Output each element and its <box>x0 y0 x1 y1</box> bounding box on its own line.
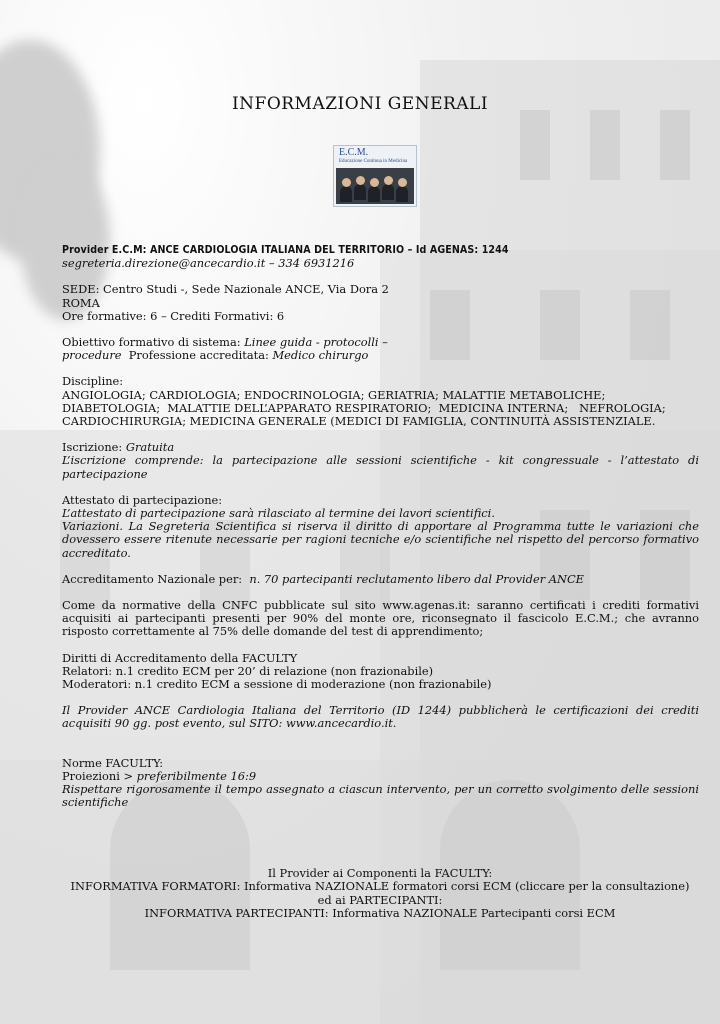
norme-label: Norme FACULTY: <box>62 755 164 770</box>
discipline-line: CARDIOCHIRURGIA; MEDICINA GENERALE (MEDICI DI FAMIGLIA, CONTINUITÀ ASSISTENZIALE. <box>62 414 656 429</box>
ecm-logo <box>333 145 417 207</box>
attestato-text: L’attestato di partecipazione sarà rilasciato al termine dei lavori scientifici. <box>62 506 495 521</box>
sede-city: ROMA <box>62 295 100 310</box>
footer-partecipanti: ed ai PARTECIPANTI: <box>317 892 443 907</box>
sede-line: SEDE: Centro Studi -, Sede Nazionale ANCE, Via Dora 2 <box>62 282 389 297</box>
moderatori-text: Moderatori: n.1 credito ECM a sessione di moderazione (non frazionabile) <box>62 677 492 692</box>
provider-contact: segreteria.direzione@ancecardio.it – 334 6931216 <box>62 256 355 271</box>
proiezioni-value: preferibilmente 16:9 <box>136 768 257 783</box>
obiettivo-value: Linee guida - protocolli – <box>244 335 388 350</box>
faculty-rights-label: Diritti di Accreditamento della FACULTY <box>62 650 298 665</box>
proiezioni-label: Proiezioni > <box>62 768 137 783</box>
obiettivo-label: Obiettivo formativo di sistema: <box>62 335 245 350</box>
logo-people-image <box>336 168 414 204</box>
certificazioni-text: Il Provider ANCE Cardiologia Italiana del Territorio (ID 1244) pubblicherà le certificazioni dei crediti acquisiti 90 gg. post evento, sul SITO: www.ancecardio.it. <box>62 703 699 731</box>
accreditamento <box>62 573 699 586</box>
ore-formative: Ore formative: 6 – Crediti Formativi: 6 <box>62 308 285 323</box>
normative-text: Come da normative della CNFC pubblicate sul sito www.agenas.it: saranno certificati i crediti formativi acquisiti ai partecipanti presenti per 90% del monte ore, riconsegnato il fascicolo E.C.M.; che avranno risposto correttamente al 75% delle domande del test di apprendimento; <box>62 598 699 639</box>
info-content <box>62 244 699 810</box>
iscrizione-label: Iscrizione: <box>62 440 126 455</box>
professione-label: Professione accreditata: <box>121 348 273 363</box>
professione <box>62 349 699 362</box>
attestato-label: Attestato di partecipazione: <box>62 492 223 507</box>
accreditamento-value: n. 70 partecipanti reclutamento libero dal Provider ANCE <box>249 571 584 586</box>
footer-provider-faculty: Il Provider ai Componenti la FACULTY: <box>267 866 493 880</box>
informativa-formatori-link[interactable]: INFORMATIVA FORMATORI: Informativa NAZIONALE formatori corsi ECM (cliccare per la consultazione) <box>70 879 690 894</box>
informativa-partecipanti-link[interactable]: INFORMATIVA PARTECIPANTI: Informativa NAZIONALE Partecipanti corsi ECM <box>144 906 616 921</box>
page-title: INFORMAZIONI GENERALI <box>231 94 489 114</box>
relatori-text: Relatori: n.1 credito ECM per 20’ di relazione (non frazionabile) <box>62 663 434 678</box>
discipline-line: ANGIOLOGIA; CARDIOLOGIA; ENDOCRINOLOGIA; GERIATRIA; MALATTIE METABOLICHE; <box>62 387 606 402</box>
logo-subtext: Educazione Continua in Medicina <box>339 159 408 164</box>
logo-text: E.C.M. <box>339 147 369 158</box>
accreditamento-label: Accreditamento Nazionale per: <box>62 571 250 586</box>
iscrizione-detail: L’iscrizione comprende: la partecipazione alle sessioni scientifiche - kit congressuale - l’attestato di partecipazione <box>62 453 699 481</box>
provider-line: Provider E.C.M: ANCE CARDIOLOGIA ITALIANA DEL TERRITORIO – Id AGENAS: 1244 <box>62 244 509 256</box>
professione-value: Medico chirurgo <box>272 348 369 363</box>
discipline-label: Discipline: <box>62 374 124 389</box>
iscrizione-value: Gratuita <box>125 440 175 455</box>
footer-informative <box>40 867 720 921</box>
variazioni-text: Variazioni. La Segreteria Scientifica si riserva il diritto di apportare al Programma tutte le variazioni che dovessero essere ritenute necessarie per ragioni tecniche e/o scientifiche nel rispetto del percorso formativo accreditato. <box>62 519 699 560</box>
obiettivo-value-cont: procedure <box>62 348 122 363</box>
rispettare-text: Rispettare rigorosamente il tempo assegnato a ciascun intervento, per un corretto svolgimento delle sessioni scientifiche <box>62 782 699 810</box>
discipline-line: DIABETOLOGIA; MALATTIE DELL’APPARATO RESPIRATORIO; MEDICINA INTERNA; NEFROLOGIA; <box>62 400 666 415</box>
